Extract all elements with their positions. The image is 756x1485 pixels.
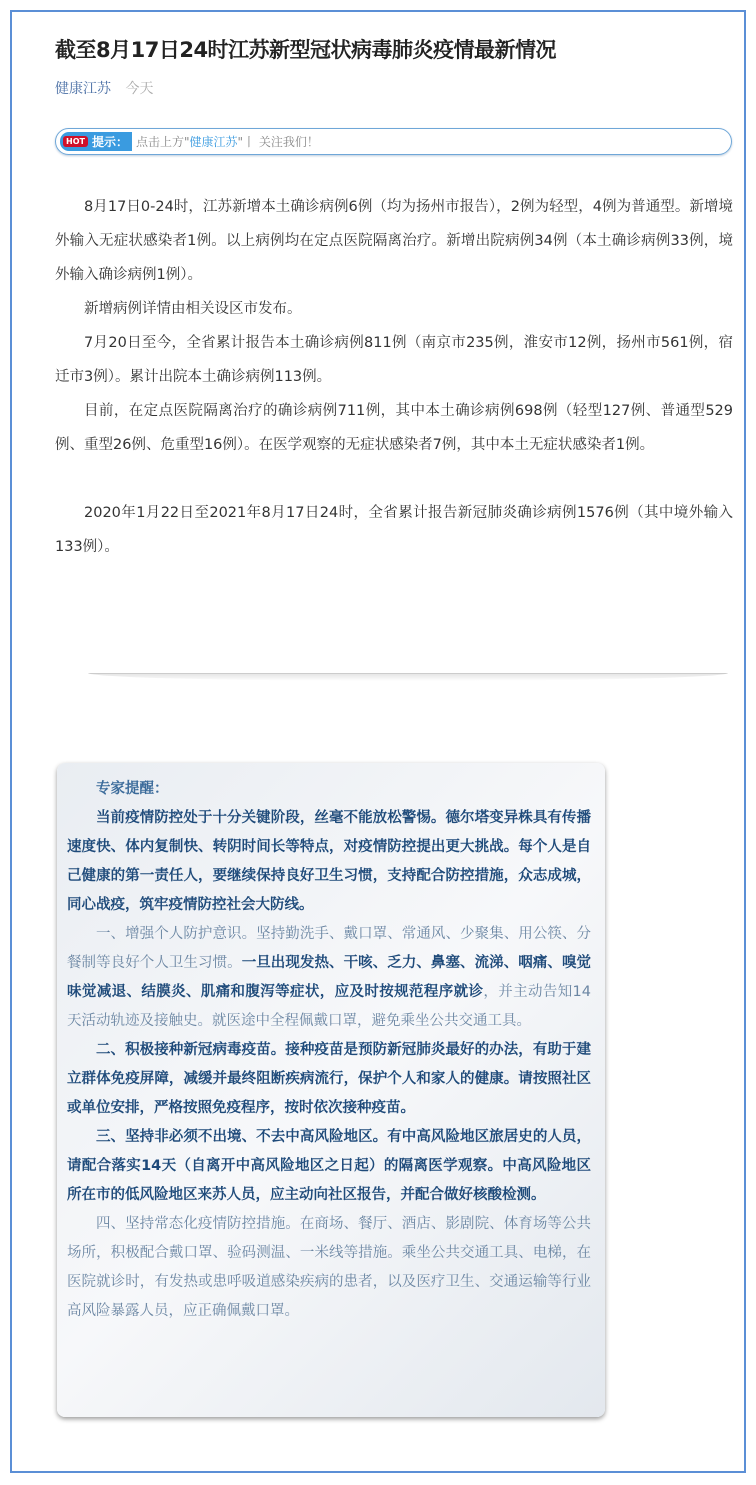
expert-point-1 <box>67 920 591 1036</box>
expert-reminder-box <box>57 763 605 1417</box>
publish-date: 今天 <box>125 81 154 97</box>
tip-label: 提示： <box>91 135 128 149</box>
point-1-text: 一、增强个人防护意识。坚持勤洗手、戴口罩、常通风、少聚集、用公筷、分餐制等良好个人卫生习惯。 <box>67 926 591 971</box>
paragraph: 新增病例详情由相关设区市发布。 <box>84 301 302 317</box>
article-body <box>55 190 733 564</box>
tip-text-1: 点击上方" <box>135 135 190 149</box>
tip-text-2: "丨 关注我们！ <box>237 135 319 149</box>
article-meta <box>55 78 153 98</box>
point-1-text-end: ，并主动告知14天活动轨迹及接触史。就医途中全程佩戴口罩，避免乘坐公共交通工具。 <box>67 984 592 1029</box>
paragraph: 8月17日0-24时，江苏新增本土确诊病例6例（均为扬州市报告），2例为轻型，4例为普通型。新增境外输入无症状感染者1例。以上病例均在定点医院隔离治疗。新增出院病例34例（本土确诊病例33例，境外输入确诊病例1例）。 <box>55 199 733 283</box>
paragraph: 2020年1月22日至2021年8月17日24时，全省累计报告新冠肺炎确诊病例1576例（其中境外输入133例）。 <box>55 505 733 555</box>
point-1-emphasis: 一旦出现发热、干咳、乏力、鼻塞、流涕、咽痛、嗅觉味觉减退、结膜炎、肌痛和腹泻等症状，应及时按规范程序就诊 <box>67 955 591 1000</box>
follow-tip-banner[interactable] <box>55 128 732 155</box>
tip-text <box>136 133 319 150</box>
expert-point-2: 二、积极接种新冠病毒疫苗。接种疫苗是预防新冠肺炎最好的办法，有助于建立群体免疫屏障，减缓并最终阻断疾病流行，保护个人和家人的健康。请按照社区或单位安排，严格按照免疫程序，按时依次接种疫苗。 <box>67 1042 591 1116</box>
expert-intro: 当前疫情防控处于十分关键阶段，丝毫不能放松警惕。德尔塔变异株具有传播速度快、体内复制快、转阴时间长等特点，对疫情防控提出更大挑战。每个人是自己健康的第一责任人，要继续保持良好卫生习惯，支持配合防控措施，众志成城，同心战疫，筑牢疫情防控社会大防线。 <box>67 810 591 913</box>
hot-badge: HOT <box>63 136 88 147</box>
paragraph: 目前，在定点医院隔离治疗的确诊病例711例，其中本土确诊病例698例（轻型127例、普通型529例、重型26例、危重型16例）。在医学观察的无症状感染者7例，其中本土无症状感染者1例。 <box>55 403 733 453</box>
expert-point-3: 三、坚持非必须不出境、不去中高风险地区。有中高风险地区旅居史的人员，请配合落实14天（自离开中高风险地区之日起）的隔离医学观察。中高风险地区所在市的低风险地区来苏人员，应主动向社区报告，并配合做好核酸检测。 <box>67 1129 591 1203</box>
expert-point-4: 四、坚持常态化疫情防控措施。在商场、餐厅、酒店、影剧院、体育场等公共场所，积极配合戴口罩、验码测温、一米线等措施。乘坐公共交通工具、电梯，在医院就诊时，有发热或患呼吸道感染疾病的患者，以及医疗卫生、交通运输等行业高风险暴露人员，应正确佩戴口罩。 <box>67 1216 591 1319</box>
paragraph: 7月20日至今，全省累计报告本土确诊病例811例（南京市235例，淮安市12例，扬州市561例，宿迁市3例）。累计出院本土确诊病例113例。 <box>55 335 733 385</box>
source-link[interactable]: 健康江苏 <box>55 81 111 97</box>
tip-header <box>60 132 132 151</box>
tip-account-link[interactable]: 健康江苏 <box>189 135 238 149</box>
article-title: 截至8月17日24时江苏新型冠状病毒肺炎疫情最新情况 <box>55 38 557 62</box>
expert-heading: 专家提醒： <box>96 781 169 797</box>
